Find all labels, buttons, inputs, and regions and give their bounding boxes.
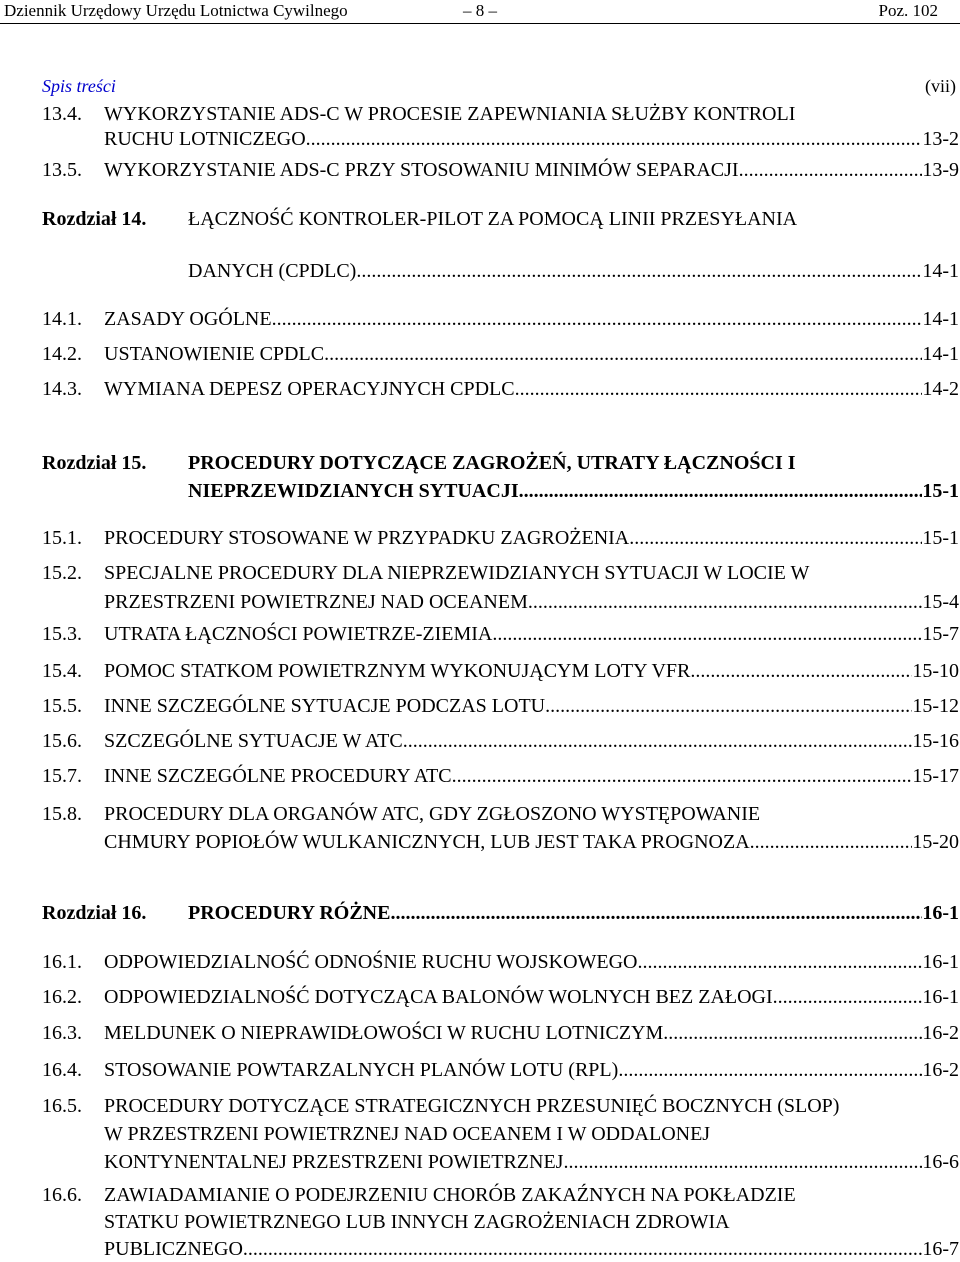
toc-entry-number: 15.1. xyxy=(42,527,82,549)
toc-entry-number: 16.6. xyxy=(42,1184,82,1206)
toc-section-line[interactable] xyxy=(42,1149,959,1175)
toc-entry-page: 13-2 xyxy=(922,128,959,150)
toc-dot-leader xyxy=(515,376,923,402)
toc-entry-title: STATKU POWIETRZNEGO LUB INNYCH ZAGROŻENIACH ZDROWIA xyxy=(104,1211,730,1233)
toc-entry-title: PROCEDURY DLA ORGANÓW ATC, GDY ZGŁOSZONO WYSTĘPOWANIE xyxy=(104,803,761,825)
toc-entry-title: WYKORZYSTANIE ADS-C PRZY STOSOWANIU MINIMÓW SEPARACJI xyxy=(104,159,739,181)
toc-entry-page: 16-1 xyxy=(922,951,959,973)
toc-dot-leader xyxy=(403,728,913,754)
toc-dot-leader xyxy=(638,949,923,975)
toc-entry-title: PROCEDURY DOTYCZĄCE ZAGROŻEŃ, UTRATY ŁĄCZNOŚCI I xyxy=(188,452,796,474)
toc-section-line[interactable] xyxy=(42,306,959,332)
toc-entry-page: 15-4 xyxy=(922,591,959,613)
toc-entry-title: WYMIANA DEPESZ OPERACYJNYCH CPDLC xyxy=(104,378,515,400)
toc-entry-title: ZAWIADAMIANIE O PODEJRZENIU CHORÓB ZAKAŹNYCH NA POKŁADZIE xyxy=(104,1184,796,1206)
toc-dot-leader xyxy=(390,900,922,926)
toc-entry-page: 14-1 xyxy=(922,343,959,365)
toc-section-line[interactable] xyxy=(42,525,959,551)
toc-section-line[interactable] xyxy=(42,984,959,1010)
toc-page-label: (vii) xyxy=(925,76,956,96)
toc-entry-number: 14.2. xyxy=(42,343,82,365)
toc-chapter-line[interactable] xyxy=(42,258,959,284)
toc-dot-leader xyxy=(629,525,922,551)
toc-dot-leader xyxy=(243,1236,922,1262)
toc-dot-leader xyxy=(739,157,923,183)
toc-entry-title: PROCEDURY RÓŻNE xyxy=(188,902,391,924)
toc-entry-page: 15-16 xyxy=(912,730,959,752)
toc-entry-number: 16.1. xyxy=(42,951,82,973)
toc-section-line[interactable] xyxy=(42,801,959,827)
toc-entry-page: 16-2 xyxy=(922,1059,959,1081)
toc-section-line[interactable] xyxy=(42,1209,959,1235)
toc-entry-page: 15-1 xyxy=(922,480,959,502)
toc-entry-page: 15-17 xyxy=(912,765,959,787)
toc-entry-number: 15.3. xyxy=(42,623,82,645)
toc-entry-number: 15.5. xyxy=(42,695,82,717)
toc-entry-number: Rozdział 16. xyxy=(42,902,147,924)
toc-entry-title: KONTYNENTALNEJ PRZESTRZENI POWIETRZNEJ xyxy=(104,1151,564,1173)
toc-entry-page: 16-2 xyxy=(922,1022,959,1044)
toc-dot-leader xyxy=(492,621,922,647)
toc-dot-leader xyxy=(356,258,922,284)
toc-entry-title: PRZESTRZENI POWIETRZNEJ NAD OCEANEM xyxy=(104,591,528,613)
toc-dot-leader xyxy=(306,126,923,152)
toc-dot-leader xyxy=(663,1020,922,1046)
toc-entry-title: WYKORZYSTANIE ADS-C W PROCESIE ZAPEWNIANIA SŁUŻBY KONTROLI xyxy=(104,103,796,125)
toc-entry-title: MELDUNEK O NIEPRAWIDŁOWOŚCI W RUCHU LOTNICZYM xyxy=(104,1022,664,1044)
toc-entry-page: 15-20 xyxy=(912,831,959,853)
toc-entry-page: 16-1 xyxy=(922,902,959,924)
toc-entry-page: 15-1 xyxy=(922,527,959,549)
toc-entry-page: 15-7 xyxy=(922,623,959,645)
toc-chapter-line[interactable] xyxy=(42,478,959,504)
toc-section-line[interactable] xyxy=(42,560,959,586)
toc-chapter-line[interactable] xyxy=(42,900,959,926)
toc-entry-title: DANYCH (CPDLC) xyxy=(188,260,357,282)
toc-entry-number: 15.6. xyxy=(42,730,82,752)
toc-entry-title: ŁĄCZNOŚĆ KONTROLER-PILOT ZA POMOCĄ LINII PRZESYŁANIA xyxy=(188,208,798,230)
toc-entry-title: ODPOWIEDZIALNOŚĆ DOTYCZĄCA BALONÓW WOLNYCH BEZ ZAŁOGI xyxy=(104,986,773,1008)
toc-heading xyxy=(42,74,956,98)
toc-entry-title: INNE SZCZEGÓLNE PROCEDURY ATC xyxy=(104,765,452,787)
toc-entry-number: 16.5. xyxy=(42,1095,82,1117)
toc-entry-title: STOSOWANIE POWTARZALNYCH PLANÓW LOTU (RPL) xyxy=(104,1059,619,1081)
toc-section-line[interactable] xyxy=(42,589,959,615)
toc-entry-title: ZASADY OGÓLNE xyxy=(104,308,272,330)
toc-entry-number: 15.2. xyxy=(42,562,82,584)
toc-section-line[interactable] xyxy=(42,693,959,719)
toc-section-line[interactable] xyxy=(42,126,959,152)
toc-entry-number: Rozdział 15. xyxy=(42,452,147,474)
toc-entry-number: 13.4. xyxy=(42,103,82,125)
toc-dot-leader xyxy=(563,1149,922,1175)
toc-entry-page: 16-7 xyxy=(922,1238,959,1260)
toc-entry-page: 16-1 xyxy=(922,986,959,1008)
toc-section-line[interactable] xyxy=(42,1121,959,1147)
toc-entry-page: 15-12 xyxy=(912,695,959,717)
toc-section-line[interactable] xyxy=(42,763,959,789)
toc-entry-page: 15-10 xyxy=(912,660,959,682)
toc-section-line[interactable] xyxy=(42,1020,959,1046)
toc-entry-page: 14-1 xyxy=(922,260,959,282)
toc-entry-title: UTRATA ŁĄCZNOŚCI POWIETRZE-ZIEMIA xyxy=(104,623,493,645)
toc-section-line[interactable] xyxy=(42,658,959,684)
toc-entry-number: 14.3. xyxy=(42,378,82,400)
toc-entry-number: 16.4. xyxy=(42,1059,82,1081)
toc-section-line[interactable] xyxy=(42,341,959,367)
toc-entry-title: W PRZESTRZENI POWIETRZNEJ NAD OCEANEM I W ODDALONEJ xyxy=(104,1123,711,1145)
position-number: Poz. 102 xyxy=(878,1,938,20)
toc-section-line[interactable] xyxy=(42,376,959,402)
page-number: – 8 – xyxy=(463,1,497,20)
toc-entry-number: 15.4. xyxy=(42,660,82,682)
toc-entry-number: 16.2. xyxy=(42,986,82,1008)
toc-dot-leader xyxy=(750,829,913,855)
toc-entry-number: Rozdział 14. xyxy=(42,208,147,230)
toc-entry-number: 14.1. xyxy=(42,308,82,330)
toc-entry-title: PROCEDURY DOTYCZĄCE STRATEGICZNYCH PRZESUNIĘĆ BOCZNYCH (SLOP) xyxy=(104,1095,840,1117)
toc-section-line[interactable] xyxy=(42,1093,959,1119)
toc-entry-title: SZCZEGÓLNE SYTUACJE W ATC xyxy=(104,730,403,752)
journal-title: Dziennik Urzędowy Urzędu Lotnictwa Cywilnego xyxy=(4,1,348,20)
toc-section-line[interactable] xyxy=(42,157,959,183)
toc-entry-title: CHMURY POPIOŁÓW WULKANICZNYCH, LUB JEST TAKA PROGNOZA xyxy=(104,831,750,853)
header-rule xyxy=(0,23,960,24)
toc-section-line[interactable] xyxy=(42,1182,959,1208)
toc-entry-title: SPECJALNE PROCEDURY DLA NIEPRZEWIDZIANYCH SYTUACJI W LOCIE W xyxy=(104,562,810,584)
toc-entry-title: POMOC STATKOM POWIETRZNYM WYKONUJĄCYM LOTY VFR xyxy=(104,660,691,682)
toc-dot-leader xyxy=(272,306,923,332)
toc-entry-title: NIEPRZEWIDZIANYCH SYTUACJI xyxy=(188,480,519,502)
toc-chapter-line[interactable] xyxy=(42,206,959,232)
toc-section-line[interactable] xyxy=(42,728,959,754)
toc-entry-title: INNE SZCZEGÓLNE SYTUACJE PODCZAS LOTU xyxy=(104,695,546,717)
toc-entry-number: 15.8. xyxy=(42,803,82,825)
toc-section-line[interactable] xyxy=(42,829,959,855)
toc-entry-title: USTANOWIENIE CPDLC xyxy=(104,343,325,365)
toc-dot-leader xyxy=(528,589,922,615)
toc-entry-title: ODPOWIEDZIALNOŚĆ ODNOŚNIE RUCHU WOJSKOWEGO xyxy=(104,951,638,973)
page-header xyxy=(0,0,960,24)
toc-entry-page: 14-1 xyxy=(922,308,959,330)
toc-section-line[interactable] xyxy=(42,101,959,127)
toc-entry-title: PUBLICZNEGO xyxy=(104,1238,243,1260)
toc-dot-leader xyxy=(545,693,912,719)
toc-entry-page: 13-9 xyxy=(922,159,959,181)
toc-entry-title: RUCHU LOTNICZEGO xyxy=(104,128,306,150)
toc-entry-title: PROCEDURY STOSOWANE W PRZYPADKU ZAGROŻENIA xyxy=(104,527,630,549)
toc-dot-leader xyxy=(690,658,912,684)
toc-chapter-line[interactable] xyxy=(42,450,959,476)
toc-entry-number: 16.3. xyxy=(42,1022,82,1044)
toc-entry-number: 13.5. xyxy=(42,159,82,181)
toc-entry-page: 14-2 xyxy=(922,378,959,400)
toc-section-line[interactable] xyxy=(42,1057,959,1083)
toc-section-line[interactable] xyxy=(42,949,959,975)
toc-dot-leader xyxy=(452,763,913,789)
toc-title-link[interactable]: Spis treści xyxy=(42,76,116,96)
toc-dot-leader xyxy=(519,478,923,504)
toc-dot-leader xyxy=(773,984,923,1010)
toc-section-line[interactable] xyxy=(42,621,959,647)
toc-dot-leader xyxy=(324,341,922,367)
toc-entry-page: 16-6 xyxy=(922,1151,959,1173)
toc-entry-number: 15.7. xyxy=(42,765,82,787)
toc-dot-leader xyxy=(618,1057,922,1083)
toc-section-line[interactable] xyxy=(42,1236,959,1262)
